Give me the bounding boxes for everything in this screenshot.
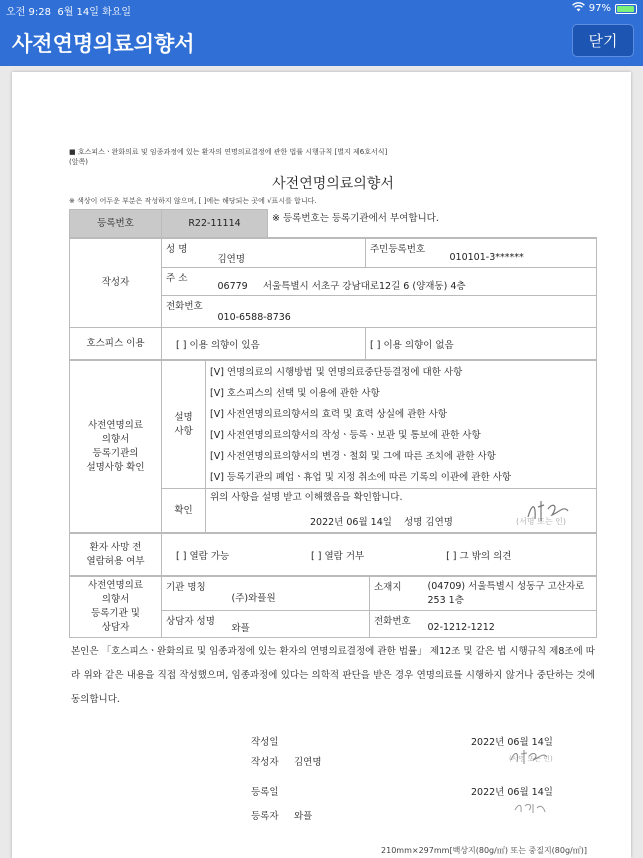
- registration-label: 등록번호: [70, 210, 162, 238]
- viewing-option-other[interactable]: [ ] 그 밖의 의견: [446, 550, 512, 562]
- author-section-label: 작성자: [70, 239, 162, 328]
- explanation-section-label: 사전연명의료 의향서 등록기관의 설명사항 확인: [70, 361, 162, 533]
- sign-caption: (서명 또는 인): [516, 517, 566, 526]
- explanation-items-label: 설명 사항: [162, 361, 206, 489]
- confirm-date: 2022년 06월 14일: [310, 517, 392, 528]
- page-title: 사전연명의료의향서: [12, 32, 195, 56]
- registration-value: R22-11114: [162, 210, 268, 238]
- viewing-option-allow[interactable]: [ ] 열람 가능: [176, 550, 230, 562]
- author-phone: 010-6588-8736: [214, 296, 597, 328]
- name-label: 성 명: [162, 239, 214, 268]
- status-bar: [0, 0, 643, 18]
- explanation-table: [69, 360, 597, 533]
- registrar-label: 등록자: [251, 811, 279, 822]
- reg-date: 2022년 06월 14일: [471, 787, 553, 798]
- confirm-label: 확인: [162, 489, 206, 533]
- hospice-label: 호스피스 이용: [70, 328, 162, 360]
- author-rrn: 010101-3******: [446, 239, 597, 268]
- author-address: 서울특별시 서초구 강남대로12길 6 (양재동) 4층: [262, 280, 466, 292]
- written-date: 2022년 06월 14일: [471, 737, 553, 748]
- signature-block: [69, 712, 597, 822]
- institution-section-label: 사전연명의료 의향서 등록기관 및 상담자: [70, 577, 162, 638]
- viewing-table: [69, 533, 597, 576]
- battery-percent: 97%: [588, 3, 611, 14]
- explanation-item[interactable]: [V] 사전연명의료의향서의 작성ㆍ등록ㆍ보관 및 통보에 관한 사항: [210, 429, 481, 441]
- address-label: 주 소: [162, 268, 214, 296]
- registration-note: ※ 등록번호는 등록기관에서 부여합니다.: [268, 210, 598, 238]
- viewing-label: 환자 사망 전 열람허용 여부: [70, 534, 162, 576]
- institution-location: (04709) 서울특별시 성동구 고산자로 253 1층: [424, 577, 597, 611]
- document-title: 사전연명의료의향서: [272, 176, 394, 192]
- consent-statement: 본인은 「호스피스ㆍ완화의료 및 임종과정에 있는 환자의 연명의료결정에 관한 법률」 제12조 및 같은 법 시행규칙 제8조에 따라 위와 같은 내용을 직접 작성했으며, 임종과정에 있다는 의학적 판단을 받은 경우 연명의료를 시행하지 않거나 중단하는 것에 동의합니다.: [71, 646, 595, 705]
- registrar-name: 와플: [294, 811, 313, 822]
- author-postcode: 06779: [217, 280, 248, 292]
- confirm-cell: [206, 489, 597, 533]
- nav-bar: [0, 18, 643, 66]
- written-date-label: 작성일: [251, 737, 279, 748]
- explanation-item[interactable]: [V] 호스피스의 선택 및 이용에 관한 사항: [210, 387, 380, 399]
- author-table: [69, 238, 597, 360]
- counselor-label: 상담자 성명: [162, 611, 232, 638]
- hospice-option-yes[interactable]: [ ] 이용 의향이 있음: [162, 328, 366, 360]
- writer-sign-caption: (서명 또는 인): [509, 755, 553, 763]
- form: [69, 147, 597, 822]
- viewing-option-deny[interactable]: [ ] 열람 거부: [311, 550, 365, 562]
- explanation-item[interactable]: [V] 사전연명의료의향서의 효력 및 효력 상실에 관한 사항: [210, 408, 447, 420]
- institution-phone-label: 전화번호: [370, 611, 424, 638]
- signature-image: [524, 497, 572, 525]
- institution-name-label: 기관 명칭: [162, 577, 232, 611]
- wifi-icon: [572, 2, 585, 15]
- location-label: 소재지: [370, 577, 424, 611]
- form-notice: ※ 색상이 어두운 부분은 작성하지 않으며, [ ]에는 해당되는 곳에 √표시를 합니다.: [69, 197, 317, 205]
- explanation-items: [206, 361, 597, 489]
- author-name: 김연명: [214, 239, 366, 268]
- status-time: 오전 9:28 6월 14일 화요일: [6, 7, 132, 18]
- confirm-text: 위의 사항을 설명 받고 이해했음을 확인합니다.: [210, 492, 403, 503]
- explanation-item[interactable]: [V] 등록기관의 폐업ㆍ휴업 및 지정 취소에 따른 기록의 이관에 관한 사항: [210, 471, 512, 483]
- writer-label: 작성자: [251, 757, 279, 768]
- rrn-label: 주민등록번호: [366, 239, 446, 268]
- counselor-name: 와플: [232, 611, 370, 638]
- registration-table: [69, 209, 597, 238]
- reg-date-label: 등록일: [251, 787, 279, 798]
- law-reference: ■ 호스피스ㆍ완화의료 및 임종과정에 있는 환자의 연명의료결정에 관한 법률 시행규칙 [별지 제6호서식]: [69, 148, 388, 156]
- institution-name: (주)와플원: [232, 577, 370, 611]
- explanation-item[interactable]: [V] 사전연명의료의향서의 변경ㆍ철회 및 그에 따른 조치에 관한 사항: [210, 450, 496, 462]
- writer-name: 김연명: [294, 757, 322, 768]
- battery-icon: [615, 4, 637, 14]
- page-side: (앞쪽): [69, 158, 88, 166]
- paper-spec-footer: 210mm×297mm[백상지(80g/㎡) 또는 중질지(80g/㎡)]: [381, 846, 587, 855]
- confirm-signer: 성명 김연명: [404, 517, 453, 528]
- explanation-item[interactable]: [V] 연명의료의 시행방법 및 연명의료중단등결정에 대한 사항: [210, 366, 463, 378]
- phone-label: 전화번호: [162, 296, 214, 328]
- hospice-option-no[interactable]: [ ] 이용 의향이 없음: [366, 328, 597, 360]
- close-button[interactable]: 닫기: [572, 24, 634, 57]
- registrar-signature-image: [513, 800, 547, 816]
- document-page[interactable]: [12, 72, 631, 858]
- writer-signature-image: [509, 748, 549, 766]
- institution-phone: 02-1212-1212: [424, 611, 597, 638]
- institution-table: [69, 576, 597, 638]
